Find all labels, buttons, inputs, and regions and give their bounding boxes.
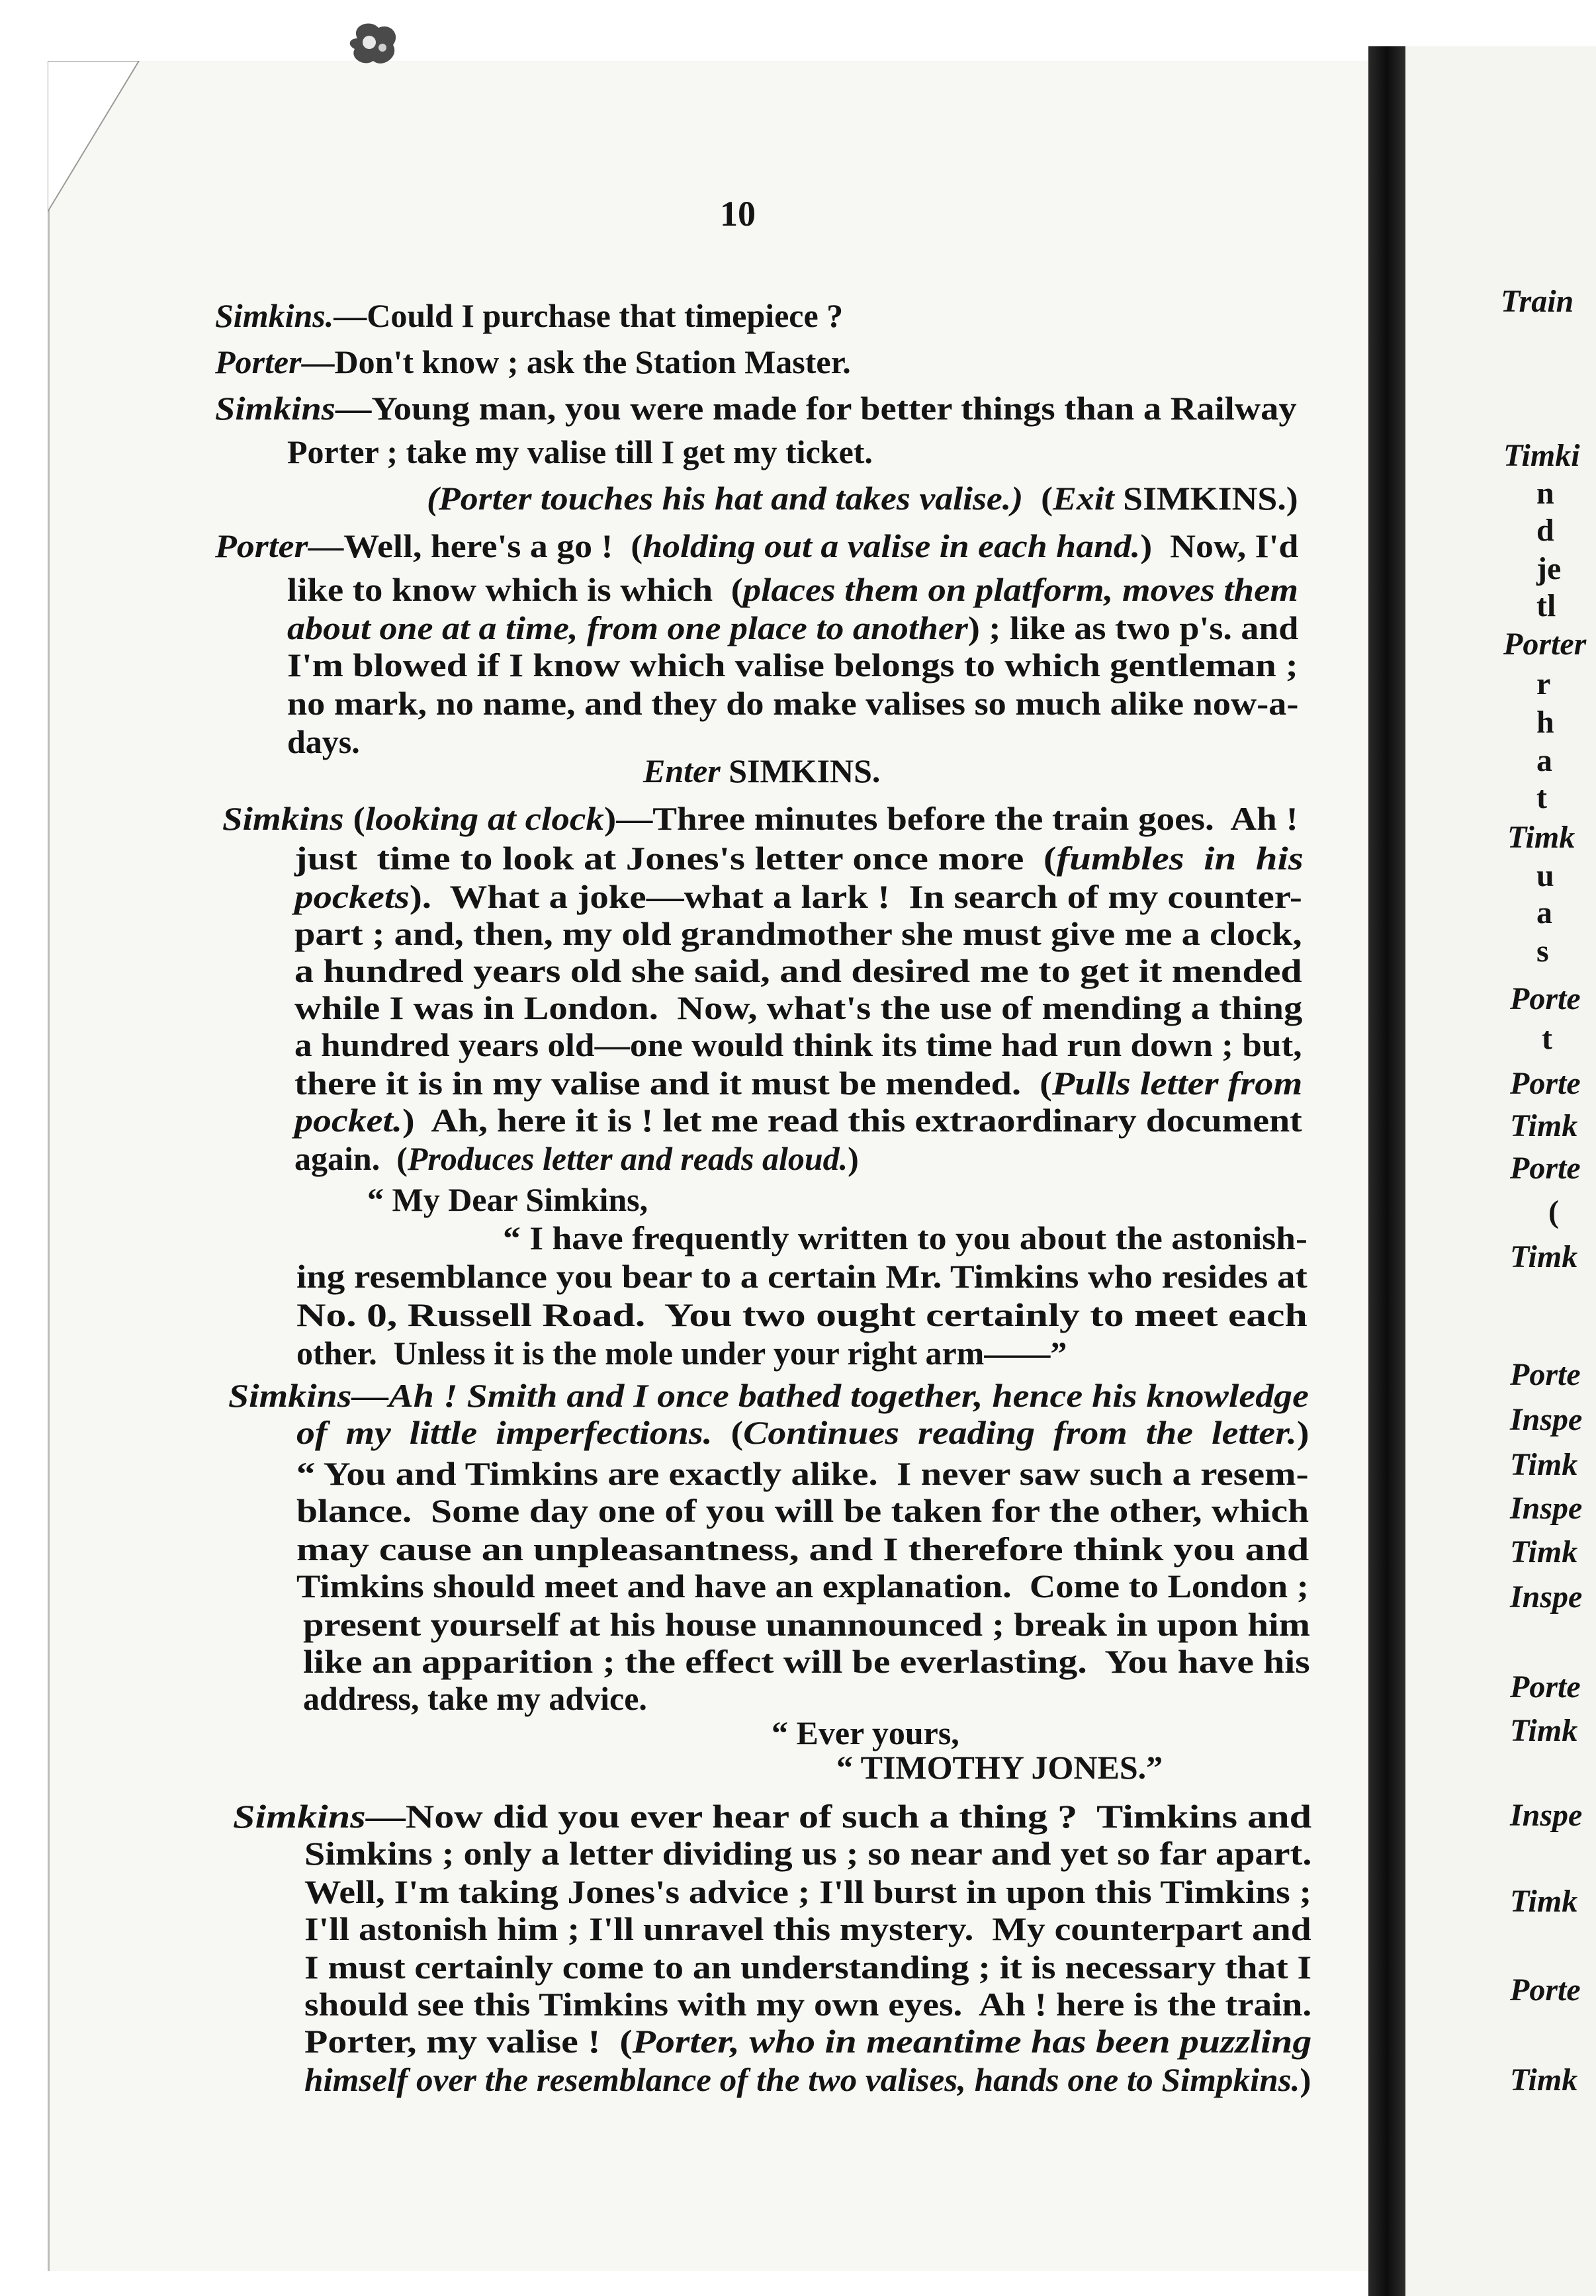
text-line [427, 482, 1298, 515]
line-text: —Well, here's a go ! ( [308, 527, 643, 564]
text-line [296, 1298, 1308, 1331]
line-text: while I was in London. Now, what's the use of mending a thing [294, 989, 1303, 1026]
line-text: a hundred years old she said, and desired me to get it mended [294, 952, 1302, 989]
page-number: 10 [720, 194, 756, 234]
line-text: Porter, my valise ! ( [304, 2023, 633, 2060]
speaker-name: Simkins [228, 1377, 352, 1414]
text-line [294, 1028, 1302, 1061]
text-line [287, 611, 1298, 644]
right-page-text-fragment: a [1536, 743, 1552, 778]
right-page-text-fragment: t [1542, 1021, 1552, 1056]
text-line [643, 754, 880, 787]
text-line [294, 991, 1302, 1024]
stage-direction: fumbles in his [1056, 840, 1304, 877]
text-line [304, 1988, 1311, 2021]
line-text: ) Now, I'd [1140, 527, 1299, 564]
right-page-text-fragment: Porte [1510, 1066, 1581, 1101]
right-page-text-fragment: Train [1501, 284, 1574, 319]
book-gutter [1368, 46, 1405, 2296]
right-page-text-fragment: Timk [1510, 2062, 1578, 2097]
text-line [233, 1800, 1311, 1833]
text-line [287, 687, 1298, 720]
text-line [215, 345, 851, 378]
text-line [296, 1494, 1309, 1527]
right-page-text-fragment: Timk [1510, 1534, 1578, 1569]
speaker-name: Porter [215, 343, 302, 380]
text-line [287, 648, 1298, 682]
right-page-text-fragment: Porte [1510, 1151, 1581, 1186]
line-text: should see this Timkins with my own eyes. Ah ! here is the train. [304, 1986, 1312, 2023]
line-text: there it is in my valise and it must be mended. ( [294, 1065, 1052, 1102]
text-line [287, 573, 1298, 606]
text-line [296, 1337, 1067, 1370]
line-text: I'm blowed if I know which valise belongs to which gentleman ; [287, 646, 1298, 684]
right-page-text-fragment: Timk [1510, 1713, 1578, 1748]
line-text: “ Ever yours, [772, 1714, 959, 1751]
text-line [215, 392, 1297, 425]
stage-direction: pockets [294, 878, 410, 915]
right-page-text-fragment: Inspe [1510, 1798, 1583, 1833]
line-text: ) ; like as two p's. and [967, 609, 1299, 646]
line-text: ( [1023, 480, 1053, 517]
line-text: SIMKINS.) [1114, 480, 1298, 517]
line-text: just time to look at Jones's letter once more ( [294, 840, 1057, 877]
text-line [304, 1951, 1311, 1984]
line-text: ) [1300, 2061, 1311, 2098]
line-text: ing resemblance you bear to a certain Mr. Timkins who resides at [296, 1258, 1308, 1295]
text-line [296, 1260, 1308, 1293]
text-line [303, 1682, 647, 1715]
right-page-text-fragment: Timk [1510, 1239, 1578, 1274]
stage-direction: Exit [1053, 480, 1114, 517]
line-text: I must certainly come to an understanding ; it is necessary that I [304, 1949, 1312, 1986]
text-line [215, 299, 843, 332]
stage-direction: Produces letter and reads aloud. [407, 1140, 848, 1177]
text-line [215, 529, 1298, 562]
line-text: part ; and, then, my old grandmother she must give me a clock, [294, 915, 1302, 952]
text-line [294, 880, 1302, 913]
right-page-text-fragment: Porte [1510, 1357, 1581, 1392]
line-text: ). What a joke—what a lark ! In search of my counter- [409, 878, 1302, 915]
right-page-text-fragment: Timk [1510, 1108, 1578, 1143]
right-page-text-fragment: a [1536, 895, 1552, 930]
line-text: ( [712, 1414, 744, 1451]
speaker-name: Porter [215, 527, 308, 564]
stage-direction: (Porter touches his hat and takes valise.) [427, 480, 1024, 517]
text-line [836, 1751, 1163, 1784]
line-text: ) [1296, 1414, 1309, 1451]
stage-direction: pocket. [294, 1102, 403, 1139]
line-text: Timkins should meet and have an explanation. Come to London ; [296, 1567, 1309, 1605]
text-line [228, 1379, 1309, 1412]
text-line [772, 1716, 959, 1749]
speaker-name: Simkins [222, 800, 344, 837]
stage-direction: Continues reading from the letter. [743, 1414, 1297, 1451]
line-text: present yourself at his house unannounced ; break in upon him [303, 1606, 1310, 1643]
text-line [294, 1067, 1302, 1100]
line-text: “ My Dear Simkins, [367, 1181, 648, 1218]
stage-direction: places them on platform, moves them [742, 571, 1298, 608]
stage-direction: Enter [643, 752, 721, 789]
text-line [294, 842, 1304, 875]
stage-direction: —Ah ! Smith and I once bathed together, hence his knowledge [351, 1377, 1309, 1414]
line-text: Simkins ; only a letter dividing us ; so near and yet so far apart. [304, 1835, 1312, 1872]
right-page-text-fragment: je [1536, 551, 1562, 586]
line-text: address, take my advice. [303, 1680, 647, 1717]
text-line [303, 1608, 1310, 1641]
right-page-text-fragment: u [1536, 858, 1554, 893]
line-text: Well, I'm taking Jones's advice ; I'll burst in upon this Timkins ; [304, 1873, 1312, 1910]
line-text: )—Three minutes before the train goes. Ah ! [603, 800, 1298, 837]
right-page-text-fragment: h [1536, 705, 1554, 740]
speaker-name: Simkins [215, 390, 335, 427]
line-text: ) [848, 1140, 859, 1177]
line-text: —Don't know ; ask the Station Master. [301, 343, 851, 380]
line-text: blance. Some day one of you will be taken for the other, which [296, 1492, 1309, 1529]
text-line [304, 2063, 1311, 2096]
text-line [304, 1837, 1311, 1870]
right-page-text-fragment: Timk [1507, 820, 1575, 855]
folded-page-corner [48, 61, 140, 213]
text-line [296, 1457, 1309, 1490]
right-page-text-fragment: tl [1536, 588, 1556, 623]
stage-direction: looking at clock [365, 800, 604, 837]
line-text: SIMKINS. [720, 752, 881, 789]
line-text: may cause an unpleasantness, and I therefore think you and [296, 1530, 1309, 1567]
line-text: like to know which is which ( [287, 571, 743, 608]
stage-direction: holding out a valise in each hand. [643, 527, 1141, 564]
text-line [303, 1645, 1310, 1678]
right-page-text-fragment: Timk [1510, 1447, 1578, 1482]
text-line [503, 1221, 1308, 1255]
right-page-text-fragment: ( [1548, 1194, 1559, 1229]
ink-blot-mark [344, 19, 404, 71]
text-line [304, 1912, 1311, 1945]
right-page-text-fragment: Porte [1510, 981, 1581, 1016]
line-text: ) Ah, here it is ! let me read this extraordinary document [402, 1102, 1302, 1139]
text-line [304, 2025, 1311, 2058]
text-line [294, 917, 1302, 950]
line-text: —Young man, you were made for better things than a Railway [335, 390, 1297, 427]
line-text: “ I have frequently written to you about the astonish- [503, 1219, 1308, 1257]
stage-direction: himself over the resemblance of the two valises, hands one to Simpkins. [304, 2061, 1300, 2098]
right-page-text-fragment: Inspe [1510, 1491, 1583, 1526]
right-page-text-fragment: Inspe [1510, 1402, 1583, 1437]
text-line [294, 1142, 859, 1175]
right-page-text-fragment: Porte [1510, 1669, 1581, 1704]
line-text: —Could I purchase that timepiece ? [333, 297, 844, 334]
text-line [294, 1104, 1302, 1137]
stage-direction: of my little imperfections. [296, 1414, 713, 1451]
line-text: again. ( [294, 1140, 408, 1177]
right-page-text-fragment: n [1536, 476, 1554, 511]
stage-direction: Pulls letter from [1051, 1065, 1303, 1102]
line-text: No. 0, Russell Road. You two ought certainly to meet each [296, 1296, 1308, 1333]
text-line [294, 954, 1302, 987]
right-page-text-fragment: Porte [1510, 1972, 1581, 2008]
line-text: no mark, no name, and they do make valises so much alike now-a- [287, 685, 1299, 722]
speaker-name: Simkins [233, 1798, 366, 1835]
line-text: days. [287, 723, 360, 760]
right-page-text-fragment: t [1536, 780, 1547, 815]
right-page-text-fragment: Timki [1503, 438, 1580, 473]
line-text: “ TIMOTHY JONES.” [836, 1749, 1163, 1786]
text-line [296, 1569, 1309, 1603]
line-text: a hundred years old—one would think its time had run down ; but, [294, 1026, 1302, 1063]
line-text: I'll astonish him ; I'll unravel this mystery. My counterpart and [304, 1910, 1311, 1947]
speaker-name: Simkins. [215, 297, 334, 334]
line-text: ( [343, 800, 365, 837]
line-text: other. Unless it is the mole under your right arm——” [296, 1335, 1067, 1372]
stage-direction: about one at a time, from one place to another [287, 609, 968, 646]
stage-direction: Porter, who in meantime has been puzzling [632, 2023, 1312, 2060]
right-page-text-fragment: r [1536, 666, 1551, 701]
right-page-text-fragment: Porter [1503, 627, 1587, 662]
right-page-text-fragment: d [1536, 513, 1554, 548]
right-page-text-fragment: s [1536, 934, 1549, 969]
line-text: Porter ; take my valise till I get my ticket. [287, 433, 873, 470]
text-line [296, 1532, 1309, 1566]
right-page-text-fragment: Timk [1510, 1884, 1578, 1919]
text-line [367, 1183, 648, 1216]
text-line [296, 1416, 1309, 1449]
text-line [287, 725, 360, 758]
line-text: like an apparition ; the effect will be everlasting. You have his [303, 1643, 1310, 1680]
right-page-text-fragment: Inspe [1510, 1579, 1583, 1614]
text-line [304, 1875, 1311, 1908]
text-line [222, 802, 1298, 835]
line-text: —Now did you ever hear of such a thing ? Timkins and [365, 1798, 1312, 1835]
line-text: “ You and Timkins are exactly alike. I never saw such a resem- [296, 1455, 1309, 1492]
text-line [287, 435, 873, 468]
